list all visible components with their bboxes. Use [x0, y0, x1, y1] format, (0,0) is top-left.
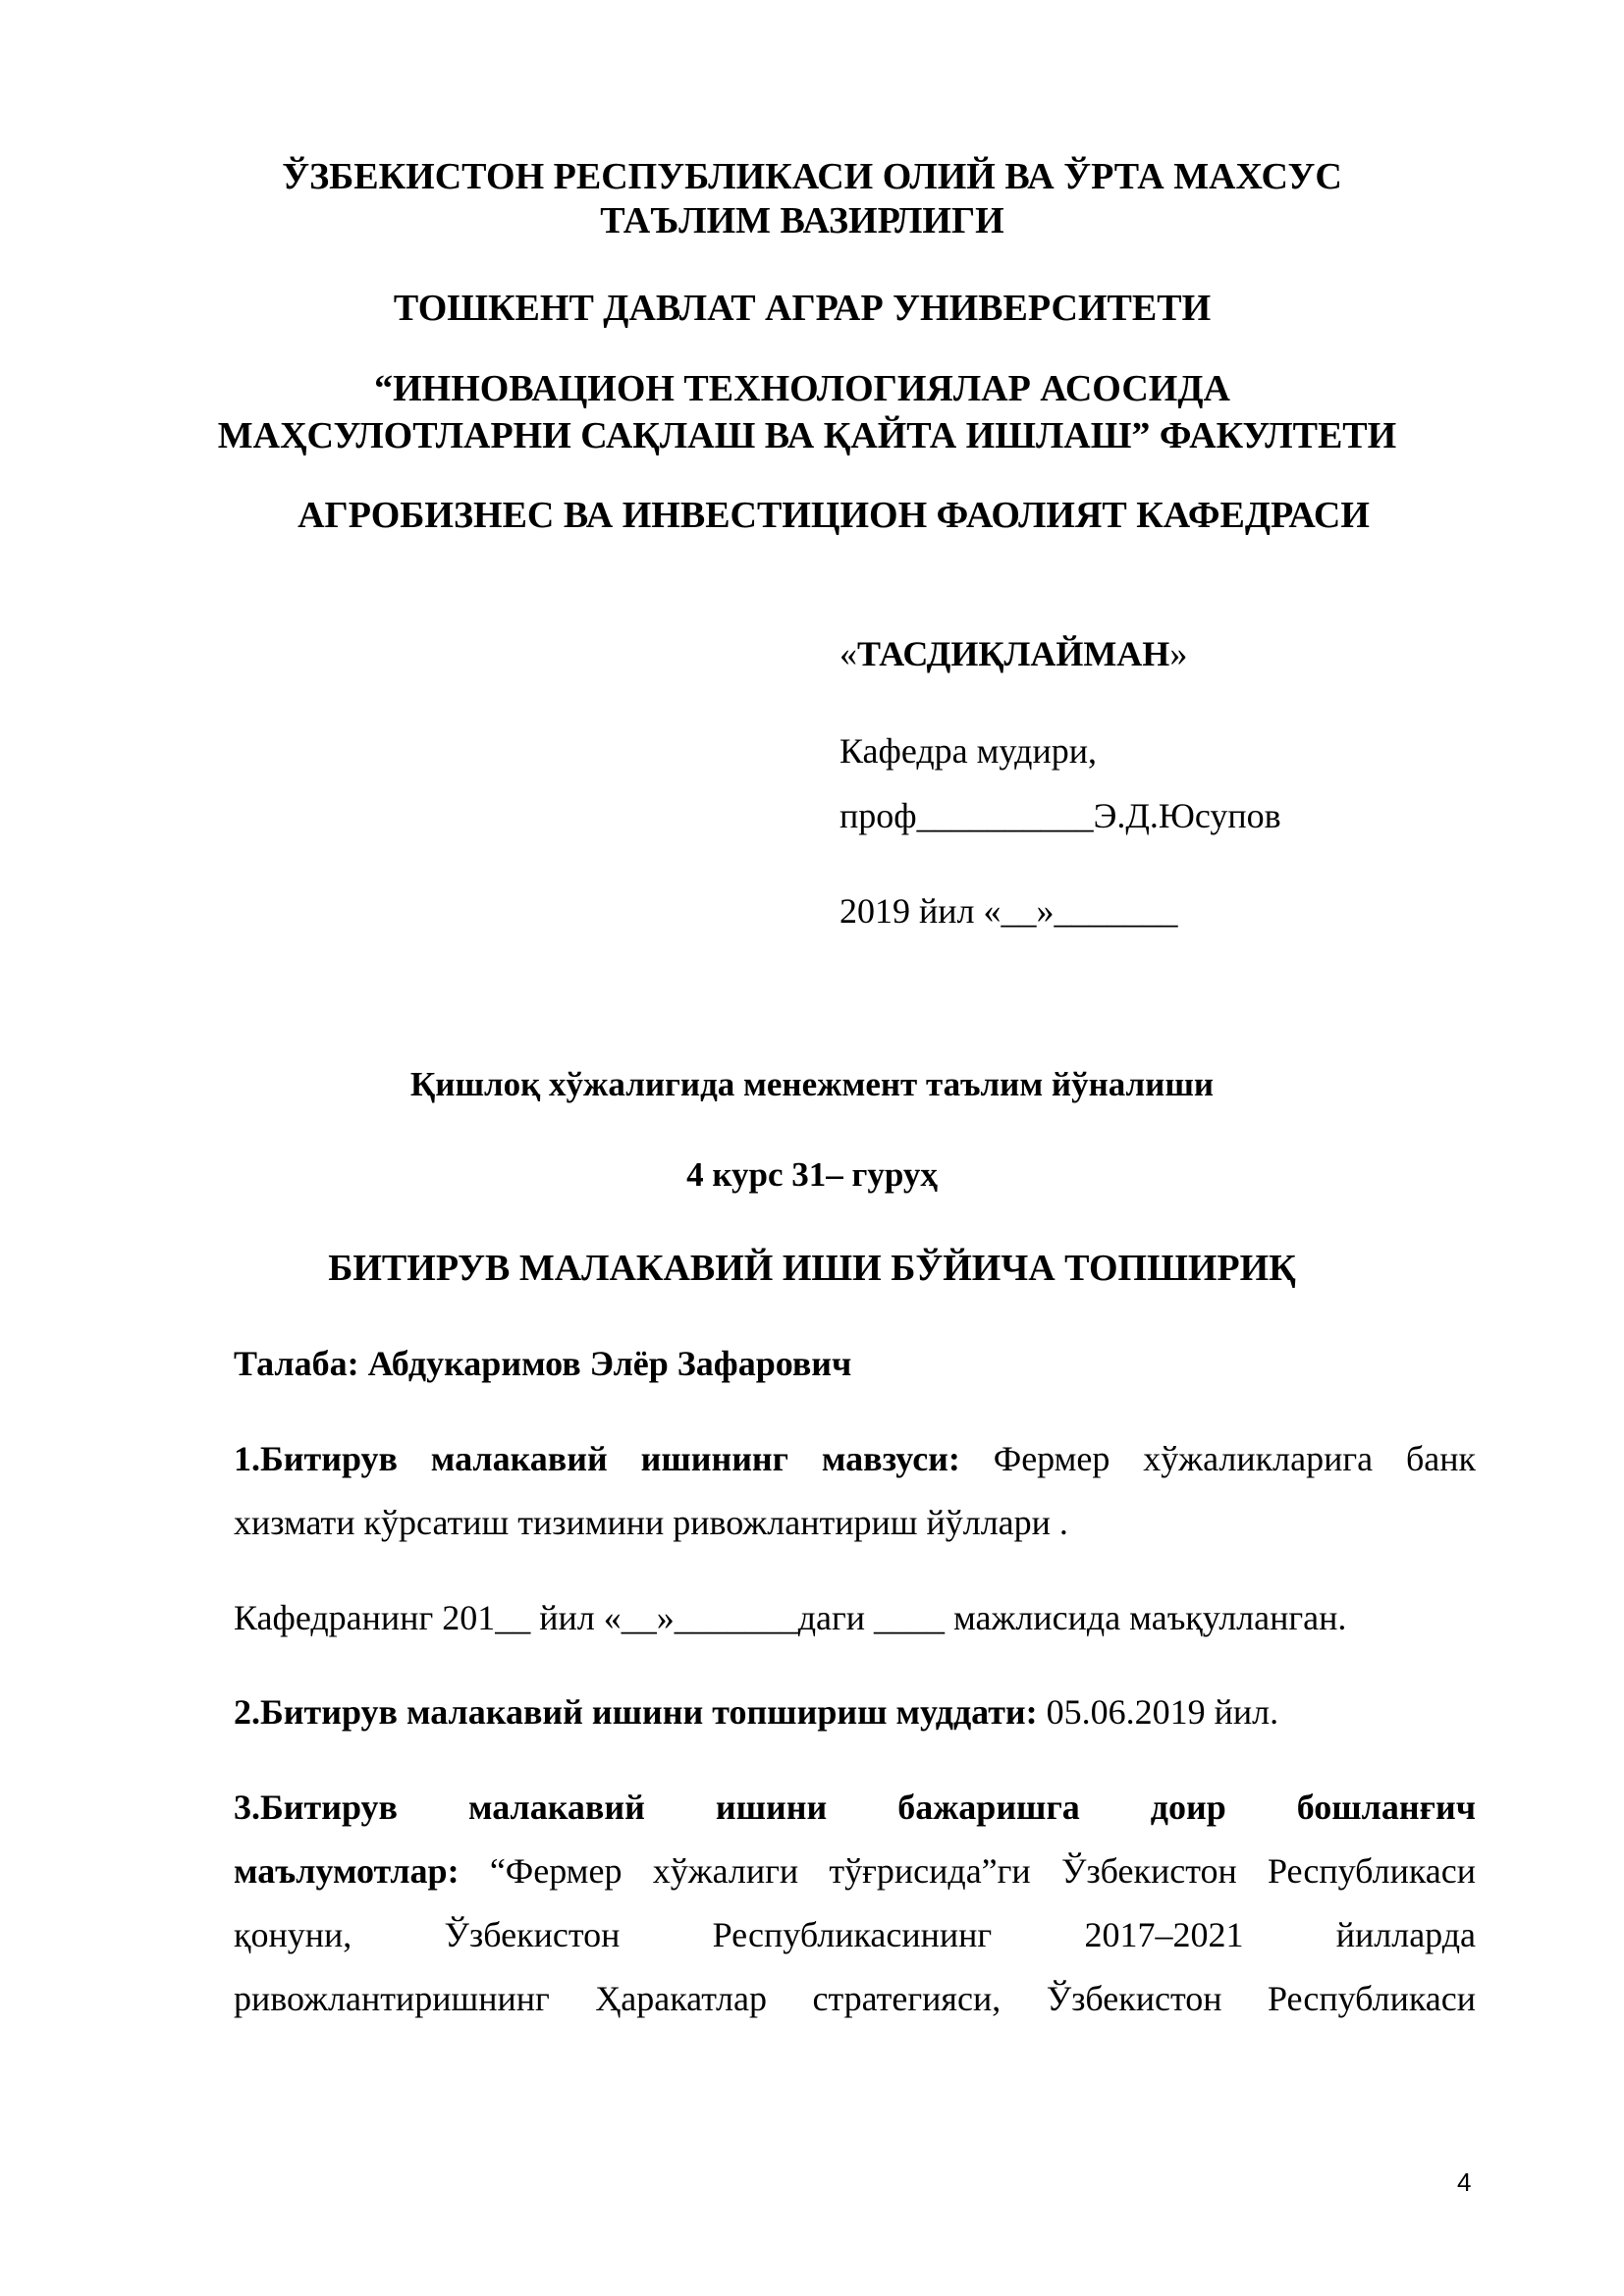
item2-label: 2.Битирув малакавий ишини топшириш муддати: — [234, 1692, 1038, 1732]
program-direction: Қишлоқ хўжалигида менежмент таълим йўналиши — [409, 1065, 1215, 1103]
item3-line-2 — [234, 1850, 1476, 1892]
task-title: БИТИРУВ МАЛАКАВИЙ ИШИ БЎЙИЧА ТОПШИРИҚ — [328, 1248, 1296, 1289]
approval-position: Кафедра мудири, — [839, 731, 1098, 771]
approved-line: Кафедранинг 201__ йил «__»_______даги ____ мажлисида маъқулланган. — [234, 1598, 1347, 1637]
item3-label-2: маълумотлар: — [234, 1851, 460, 1891]
approval-title — [839, 633, 1187, 674]
university-title: ТОШКЕНТ ДАВЛАТ АГРАР УНИВЕРСИТЕТИ — [393, 288, 1212, 329]
ministry-line-2: ТАЪЛИМ ВАЗИРЛИГИ — [600, 200, 1004, 241]
page-number: 4 — [1457, 2167, 1472, 2197]
faculty-line-2: МАҲСУЛОТЛАРНИ САҚЛАШ ВА ҚАЙТА ИШЛАШ” ФАКУЛТЕТИ — [217, 415, 1397, 456]
item2-value: 05.06.2019 йил. — [1046, 1692, 1279, 1732]
item3-text-3: қонуни, Ўзбекистон Республикасининг 2017–2021 йилларда — [234, 1915, 1476, 1954]
item3-text-4: ривожлантиришнинг Ҳаракатлар стратегияси, Ўзбекистон Республикаси — [234, 1979, 1476, 2018]
item1-label: 1.Битирув малакавий ишининг мавзуси: — [234, 1439, 960, 1478]
item2-line — [234, 1691, 1278, 1733]
course-group: 4 курс 31– гуруҳ — [686, 1155, 938, 1194]
faculty-line-1: “ИННОВАЦИОН ТЕХНОЛОГИЯЛАР АСОСИДА — [374, 368, 1230, 409]
approval-close-quote: » — [1169, 634, 1188, 673]
department-title: АГРОБИЗНЕС ВА ИНВЕСТИЦИОН ФАОЛИЯТ КАФЕДРАСИ — [298, 495, 1370, 536]
approval-title-text: ТАСДИҚЛАЙМАН — [857, 634, 1170, 673]
item3-text-2: “Фермер хўжалиги тўғрисида”ги Ўзбекистон Республикаси — [489, 1851, 1477, 1891]
item1-text-1: Фермер хўжаликларига банк — [993, 1439, 1476, 1478]
ministry-line-1: ЎЗБЕКИСТОН РЕСПУБЛИКАСИ ОЛИЙ ВА ЎРТА МАХСУС — [282, 156, 1342, 197]
item3-label-line-1: 3.Битирув малакавий ишини бажаришга доир бошланғич — [234, 1788, 1476, 1827]
item1-line-1 — [234, 1438, 1476, 1479]
student-label: Талаба: Абдукаримов Элёр Зафарович — [234, 1344, 852, 1383]
approval-date: 2019 йил «__»_______ — [839, 891, 1178, 931]
approval-signature: проф__________Э.Д.Юсупов — [839, 796, 1281, 835]
approval-open-quote: « — [839, 634, 857, 673]
item1-text-2: хизмати кўрсатиш тизимини ривожлантириш йўллари . — [234, 1503, 1068, 1542]
